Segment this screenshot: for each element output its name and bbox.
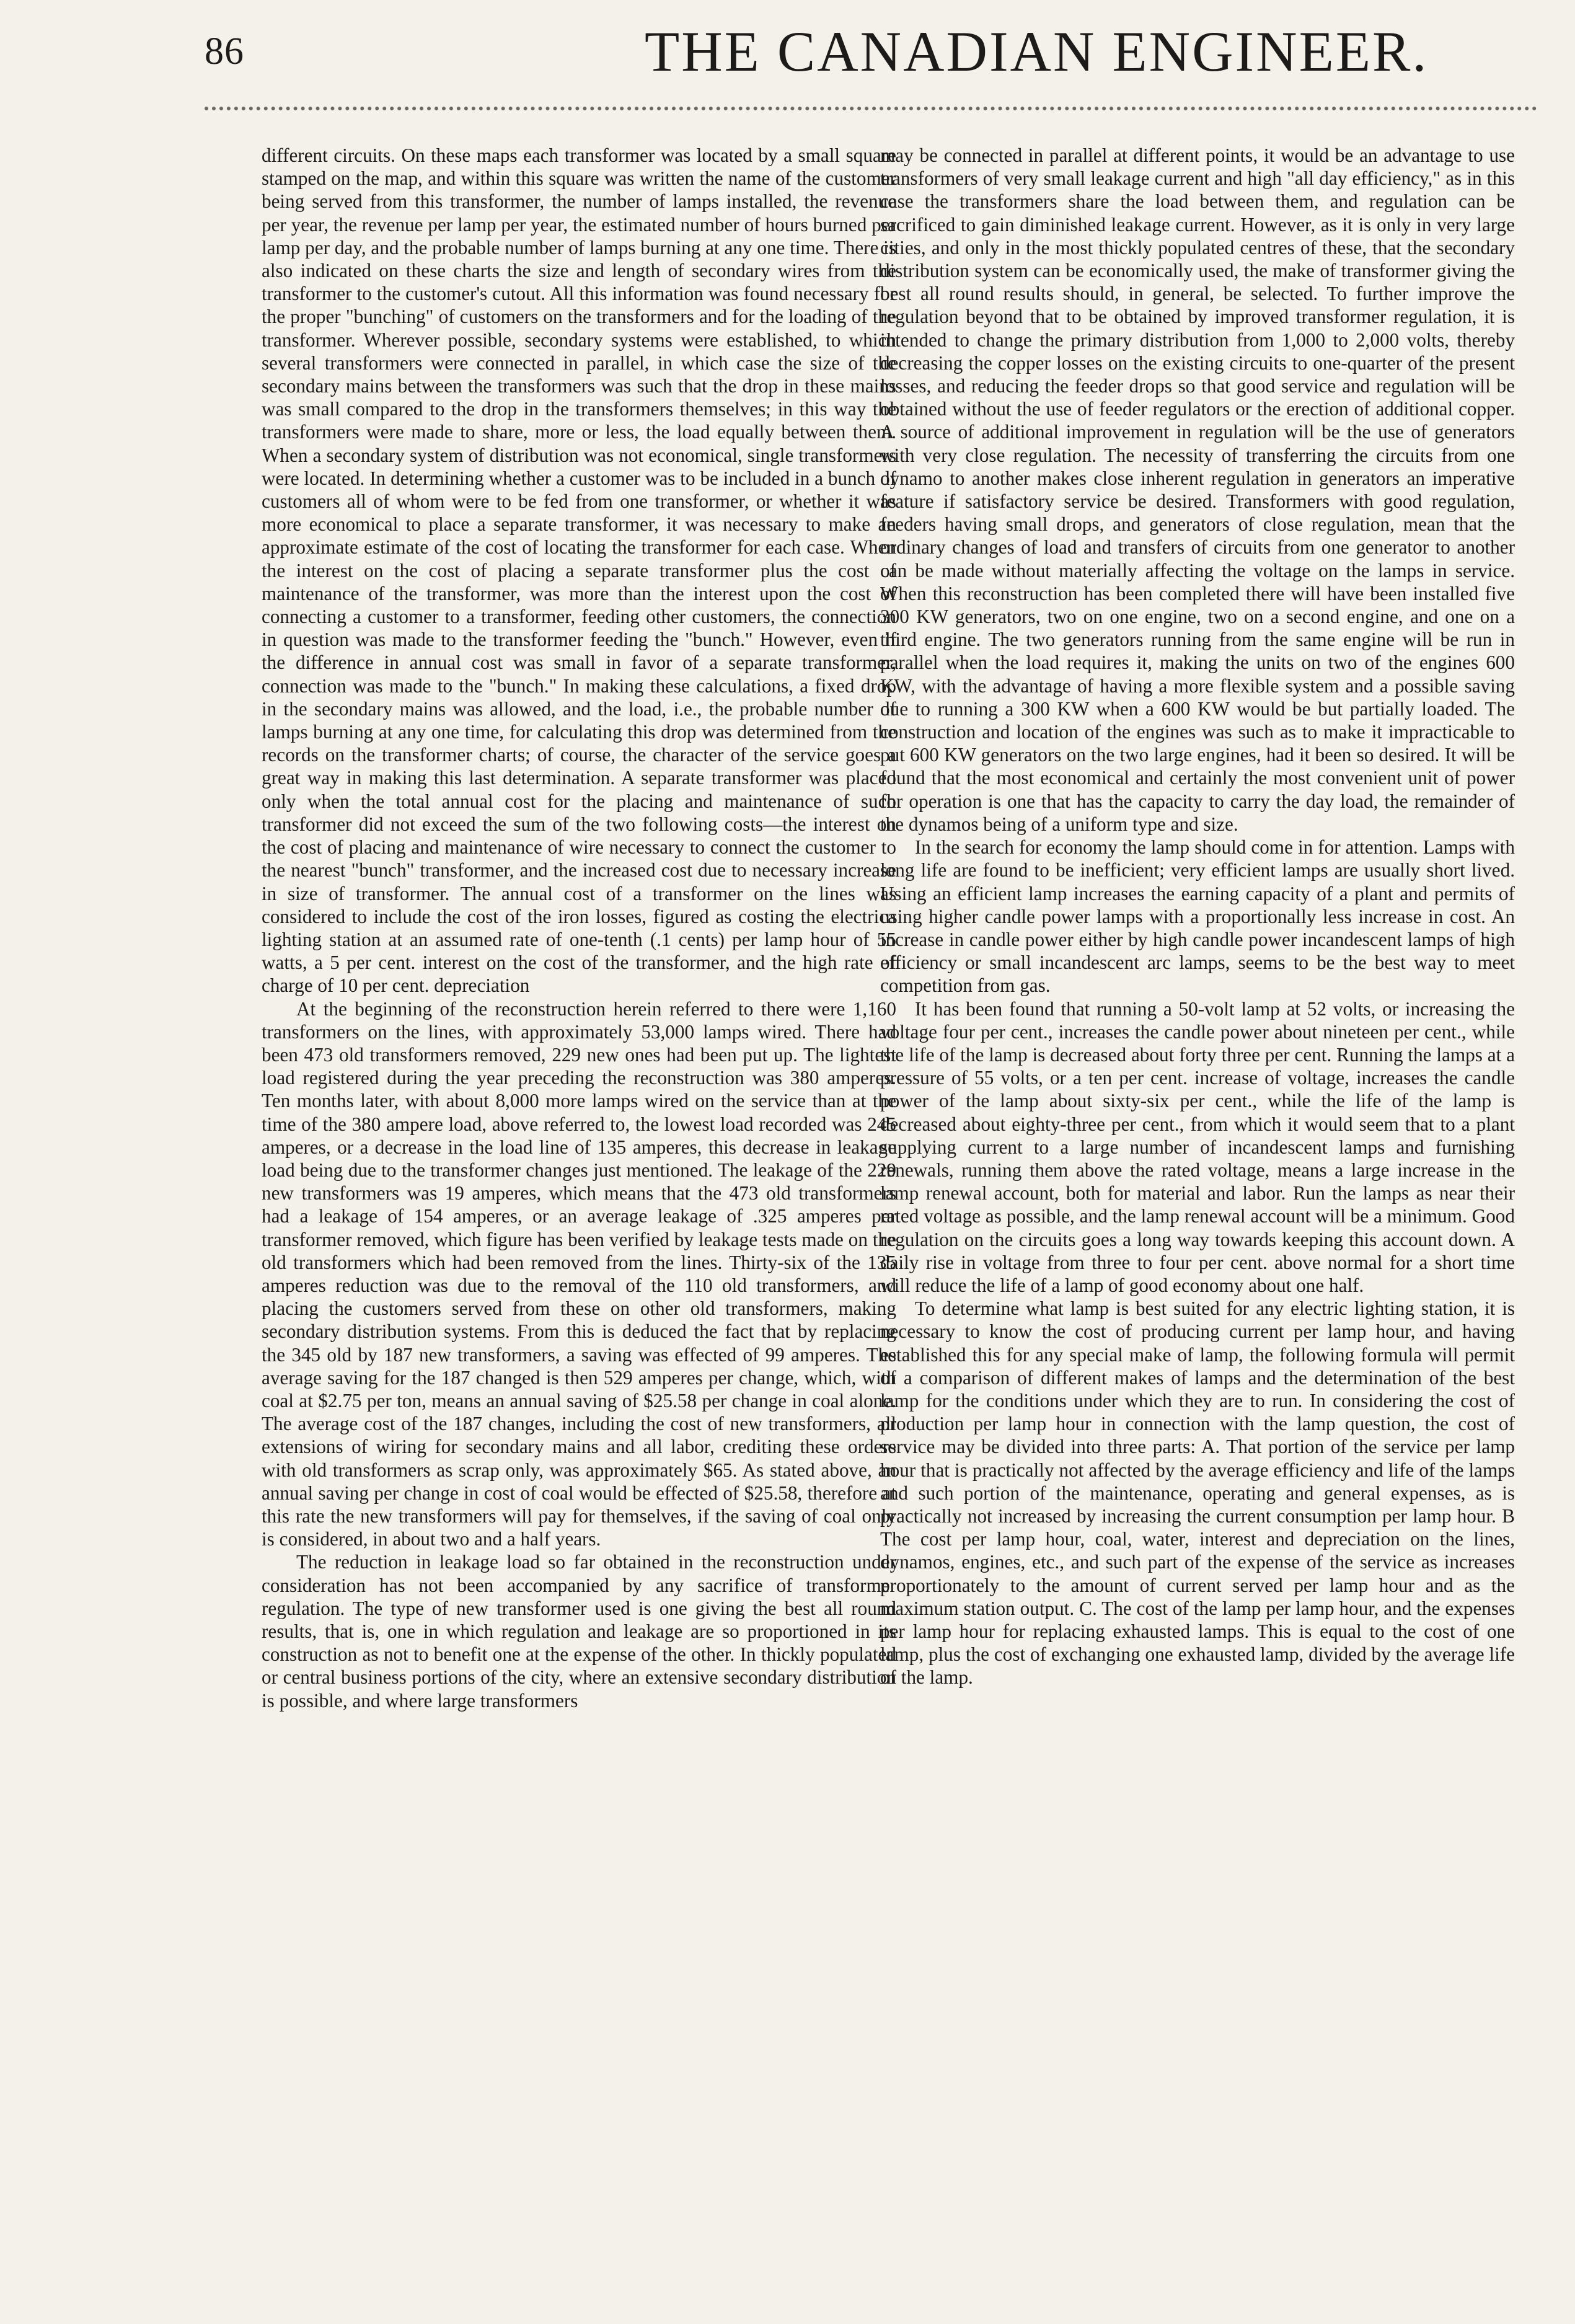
header-rule bbox=[205, 107, 1537, 110]
paragraph: In the search for economy the lamp should come in for attention. Lamps with long life are found to be inefficient; very efficient lamps are usually short lived. Using an efficient lamp increases the earning capacity of a plant and permits of using higher candle power lamps with a proportionally less increase in cost. An increase in candle power either by high candle power incandescent lamps of high efficiency or small incandescent arc lamps, seems to be the best way to meet competition from gas. bbox=[880, 836, 1515, 997]
paragraph: It has been found that running a 50-volt lamp at 52 volts, or increasing the voltage four per cent., increases the candle power about nineteen per cent., while the life of the lamp is decreased about forty three per cent. Running the lamps at a pressure of 55 volts, or a ten per cent. increase of voltage, increases the candle power of the lamp about sixty-six per cent., while the life of the lamp is decreased about eighty-three per cent., from which it would seem that to a plant supplying current to a large number of incandescent lamps and furnishing renewals, running them above the rated voltage, means a large increase in the lamp renewal account, both for material and labor. Run the lamps as near their rated voltage as possible, and the lamp renewal account will be a minimum. Good regulation on the circuits goes a long way towards keeping this account down. A daily rise in voltage from three to four per cent. above normal for a short time will reduce the life of a lamp of good economy about one half. bbox=[880, 997, 1515, 1296]
paragraph: different circuits. On these maps each transformer was located by a small square stamped on the map, and within this square was written the name of the customer being served from this transformer, the number of lamps installed, the revenue per year, the revenue per lamp per year, the estimated number of hours burned per lamp per day, and the probable number of lamps burning at any one time. There is also indicated on these charts the size and length of secondary wires from the transformer to the customer's cutout. All this information was found necessary for the proper "bunching" of customers on the transformers and for the loading of the transformer. Wherever possible, secondary systems were established, to which several transformers were connected in parallel, in which case the size of the secondary mains between the transformers was such that the drop in these mains was small compared to the drop in the transformers themselves; in this way the transformers were made to share, more or less, the load equally between them. When a secondary system of distribution was not economical, single transformers were located. In determining whether a customer was to be included in a bunch of customers all of whom were to be fed from one transformer, or whether it was more economical to place a separate transformer, it was necessary to make an approximate estimate of the cost of locating the transformer for each case. When the interest on the cost of placing a separate transformer plus the cost of maintenance of the transformer, was more than the interest upon the cost of connecting a customer to a transformer, feeding other customers, the connection in question was made to the transformer feeding the "bunch." However, even if the difference in annual cost was small in favor of a separate transformer, connection was made to the "bunch." In making these calculations, a fixed drop in the secondary mains was allowed, and the load, i.e., the probable number of lamps burning at any one time, for calculating this drop was determined from the records on the transformer charts; of course, the character of the service goes a great way in making this last determination. A separate transformer was placed only when the total annual cost for the placing and maintenance of such transformer did not exceed the sum of the two following costs—the interest on the cost of placing and maintenance of wire necessary to connect the customer to the nearest "bunch" transformer, and the increased cost due to necessary increase in size of transformer. The annual cost of a transformer on the lines was considered to include the cost of the iron losses, figured as costing the electrica lighting station at an assumed rate of one-tenth (.1 cents) per lamp hour of 55 watts, a 5 per cent. interest on the cost of the transformer, and the high rate of charge of 10 per cent. depreciation bbox=[262, 144, 896, 997]
right-column bbox=[880, 144, 1515, 2239]
paragraph: At the beginning of the reconstruction herein referred to there were 1,160 transformers on the lines, with approximately 53,000 lamps wired. There had been 473 old transformers removed, 229 new ones had been put up. The lightest load registered during the year preceding the reconstruction was 380 amperes. Ten months later, with about 8,000 more lamps wired on the service than at the time of the 380 ampere load, above referred to, the lowest load recorded was 245 amperes, or a decrease in the load line of 135 amperes, this decrease in leakage load being due to the transformer changes just mentioned. The leakage of the 229 new transformers was 19 amperes, which means that the 473 old transformers had a leakage of 154 amperes, or an average leakage of .325 amperes per transformer removed, which figure has been verified by leakage tests made on the old transformers which had been removed from the lines. Thirty-six of the 135 amperes reduction was due to the removal of the 110 old transformers, and placing the customers served from these on other old transformers, making secondary distribution systems. From this is deduced the fact that by replacing the 345 old by 187 new transformers, a saving was effected of 99 amperes. The average saving for the 187 changed is then 529 amperes per change, which, with coal at $2.75 per ton, means an annual saving of $25.58 per change in coal alone. The average cost of the 187 changes, including the cost of new transformers, all extensions of wiring for secondary mains and all labor, crediting these orders with old transformers as scrap only, was approximately $65. As stated above, an annual saving per change in cost of coal would be effected of $25.58, therefore at this rate the new transformers will pay for themselves, if the saving of coal only is considered, in about two and a half years. bbox=[262, 997, 896, 1550]
paragraph: To determine what lamp is best suited for any electric lighting station, it is necessary to know the cost of producing current per lamp hour, and having established this for any special make of lamp, the following formula will permit of a comparison of different makes of lamps and the determination of the best lamp for the conditions under which they are to run. In considering the cost of production per lamp hour in connection with the lamp question, the cost of service may be divided into three parts: A. That portion of the service per lamp hour that is practically not affected by the average efficiency and life of the lamps and such portion of the maintenance, operating and general expenses, as is practically not increased by increasing the current consumption per lamp hour. B The cost per lamp hour, coal, water, interest and depreciation on the lines, dynamos, engines, etc., and such part of the expense of the service as increases proportionately to the amount of current served per lamp hour and as the maximum station output. C. The cost of the lamp per lamp hour, and the expenses per lamp hour for replacing exhausted lamps. This is equal to the cost of one lamp, plus the cost of exchanging one exhausted lamp, divided by the average life of the lamp. bbox=[880, 1297, 1515, 1689]
page-header bbox=[0, 0, 1575, 124]
journal-title: THE CANADIAN ENGINEER. bbox=[645, 20, 1429, 83]
paragraph: may be connected in parallel at different points, it would be an advantage to use transformers of very small leakage current and high "all day efficiency," as in this case the transformers share the load between them, and regulation can be sacrificed to gain diminished leakage current. However, as it is only in very large cities, and only in the most thickly populated centres of these, that the secondary distribution system can be economically used, the make of transformer giving the best all round results should, in general, be selected. To further improve the regulation beyond that to be obtained by improved transformer regulation, it is intended to change the primary distribution from 1,000 to 2,000 volts, thereby decreasing the copper losses on the existing circuits to one-quarter of the present losses, and reducing the feeder drops so that good service and regulation will be obtained without the use of feeder regulators or the erection of additional copper. A source of additional improvement in regulation will be the use of generators with very close regulation. The necessity of transferring the circuits from one dynamo to another makes close inherent regulation in generators an imperative feature if satisfactory service be desired. Transformers with good regulation, feeders having small drops, and generators of close regulation, mean that the ordinary changes of load and transfers of circuits from one generator to another can be made without materially affecting the voltage on the lamps in service. When this reconstruction has been completed there will have been installed five 300 KW generators, two on one engine, two on a second engine, and one on a third engine. The two generators running from the same engine will be run in parallel when the load requires it, making the units on two of the engines 600 KW, with the advantage of having a more flexible system and a possible saving due to running a 300 KW when a 600 KW would be but partially loaded. The construction and location of the engines was such as to make it impracticable to put 600 KW generators on the two large engines, had it been so desired. It will be found that the most economical and certainly the most convenient unit of power for operation is one that has the capacity to carry the day load, the remainder of the dynamos being of a uniform type and size. bbox=[880, 144, 1515, 835]
page-number: 86 bbox=[205, 30, 244, 73]
paragraph: The reduction in leakage load so far obtained in the reconstruction under consideration has not been accompanied by any sacrifice of transformer regulation. The type of new transformer used is one giving the best all round results, that is, one in which regulation and leakage are so proportioned in its construction as not to benefit one at the expense of the other. In thickly populated or central business portions of the city, where an extensive secondary distribution is possible, and where large transformers bbox=[262, 1551, 896, 1712]
left-column bbox=[262, 144, 896, 2239]
